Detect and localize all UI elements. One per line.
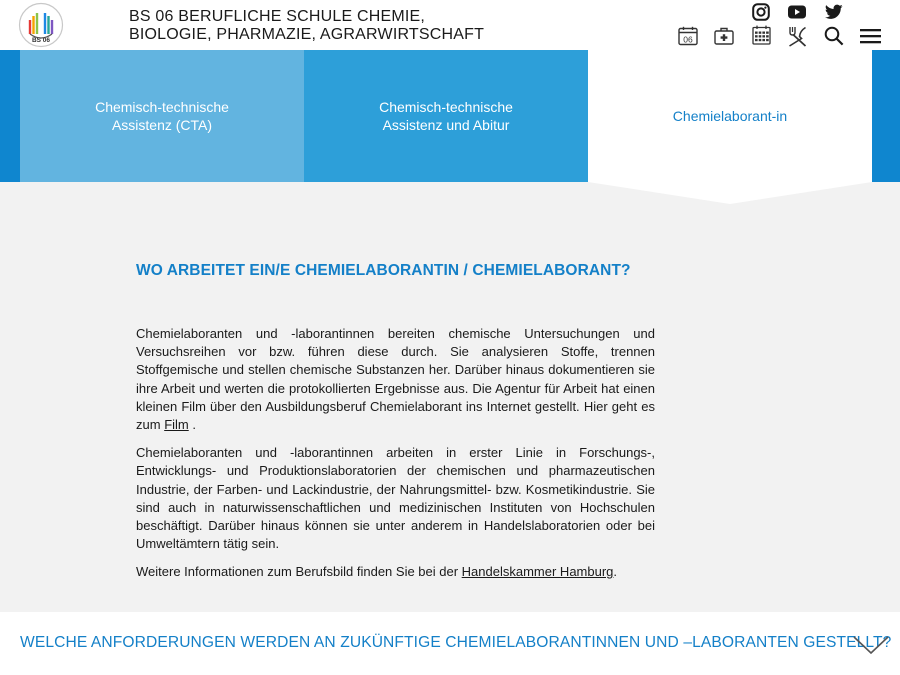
handelskammer-link[interactable]: Handelskammer Hamburg <box>461 564 614 580</box>
accordion-requirements[interactable] <box>0 612 900 675</box>
active-tab-pointer <box>588 181 872 205</box>
calendar-icon[interactable] <box>678 26 698 46</box>
tab-chemielaborant-label: Chemielaborant-in <box>672 108 788 124</box>
tab-cta[interactable] <box>20 50 304 182</box>
calendar-day: 06 <box>683 34 693 45</box>
tab-cta-line1: Chemisch-technische <box>95 99 229 115</box>
paragraph-workplaces: Chemielaboranten und -laborantinnen arbeiten in erster Linie in Forschungs-, Entwicklungs- und Produktionslaboratorien der chemischen und pharmazeutischen Industrie, der Farben- und Lackindustrie, der Nahrungsmittel- bzw. Kosmetikindustrie. Sie sind auch in naturwissenschaftlichen und medizinischen Instituten von Hochschulen beschäftigt. Darüber hinaus können sie unter anderem in Handelslaboratorien oder bei Umweltämtern tätig sein. <box>136 445 655 552</box>
main-content <box>136 262 655 582</box>
paragraph-more-info-text: Weitere Informationen zum Berufsbild finden Sie bei der <box>136 564 459 580</box>
timetable-icon[interactable] <box>751 25 771 45</box>
paragraph-more-info <box>136 563 655 581</box>
site-header <box>0 0 900 50</box>
paragraph-tasks-text: Chemielaboranten und -laborantinnen bereiten chemische Untersuchungen und Versuchsreihen vor bzw. führen diese durch. Sie analysieren Stoffe, trennen Stoffgemische und stellen chemische Substanzen her. Darüber hinaus dokumentieren sie ihre Arbeit und werten die protokollierten Ergebnisse aus. Die Agentur für Arbeit hat einen kleinen Film über den Ausbildungsberuf Chemielaborant ins Internet gestellt. Hier geht es zum <box>136 326 655 433</box>
school-name-line2: BIOLOGIE, PHARMAZIE, AGRARWIRTSCHAFT <box>129 26 485 43</box>
search-icon[interactable] <box>823 25 845 47</box>
film-link[interactable]: Film <box>164 417 189 433</box>
tab-cta-abitur-line2: Assistenz und Abitur <box>382 117 510 133</box>
school-name[interactable] <box>129 8 484 44</box>
first-aid-icon[interactable] <box>714 26 734 46</box>
paragraph-more-info-end: . <box>613 564 618 580</box>
youtube-icon[interactable] <box>787 3 807 21</box>
logo-text: BS 06 <box>31 37 51 44</box>
accordion-title: WELCHE ANFORDERUNGEN WERDEN AN ZUKÜNFTIGE CHEMIELABORANTINNEN UND –LABORANTEN GESTELLT? <box>20 634 892 651</box>
paragraph-tasks <box>136 325 655 434</box>
school-logo[interactable] <box>18 2 64 48</box>
chevron-down-icon[interactable] <box>852 634 890 656</box>
tab-cta-abitur-line1: Chemisch-technische <box>379 99 513 115</box>
menu-icon[interactable] <box>859 26 882 46</box>
tab-cta-line2: Assistenz (CTA) <box>111 117 213 133</box>
school-name-line1: BS 06 BERUFLICHE SCHULE CHEMIE, <box>129 8 426 25</box>
tab-cta-abitur[interactable] <box>304 50 588 182</box>
twitter-icon[interactable] <box>824 2 844 22</box>
section-heading: WO ARBEITET EIN/E CHEMIELABORANTIN / CHEMIELABORANT? <box>136 262 631 279</box>
paragraph-tasks-end: . <box>192 417 196 433</box>
tab-chemielaborant[interactable] <box>588 50 872 182</box>
instagram-icon[interactable] <box>751 2 771 22</box>
canteen-icon[interactable] <box>786 25 808 47</box>
